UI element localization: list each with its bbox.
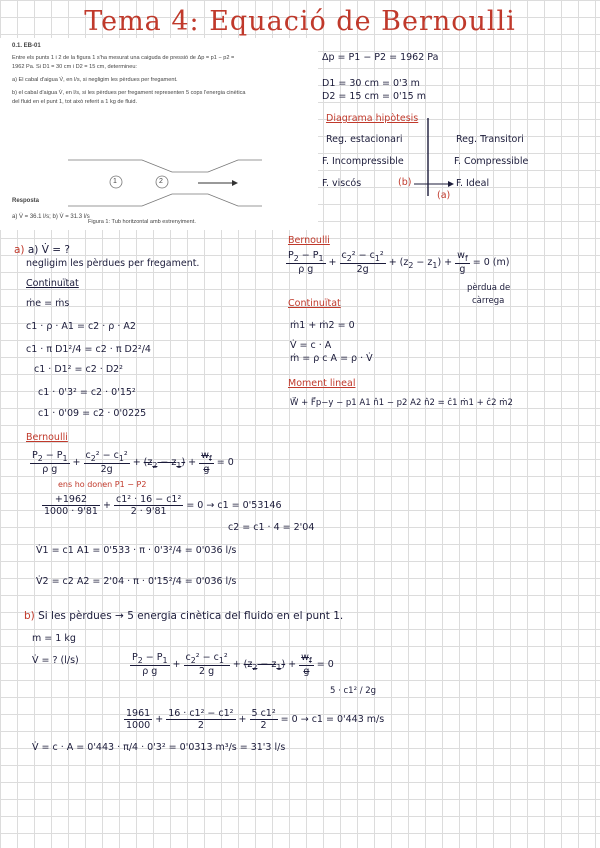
part-b-v: V̇ = ? (l/s) — [32, 655, 79, 666]
theory-momentum-label: Moment lineal — [288, 378, 356, 389]
theory-bernoulli-label: Bernoulli — [288, 235, 330, 246]
part-a-continuity-label: Continuïtat — [26, 278, 79, 289]
given-d1: D1 = 30 cm = 0'3 m — [322, 78, 420, 89]
part-b-statement: Si les pèrdues → 5 energia cinètica del fluido en el punt 1. — [38, 610, 344, 622]
part-b-num3: 5 c1² — [251, 708, 276, 719]
part-b-label: b) — [24, 610, 35, 622]
theory-bernoulli-eq: $\frac{P_2 - P_1}{\text{ρ g}}$ + $\frac{c_2^2 - c_1^2}{2g}$ + $(z_2 - z_1)$ + $\frac{w_f}{g}$ = 0 (m) — [288, 250, 510, 275]
part-b-m: m = 1 kg — [32, 633, 76, 644]
part-b-num2: 16 · c1² − c1² — [168, 708, 234, 719]
hyp-right-2: F. Compressible — [454, 156, 529, 167]
part-a-bernoulli-eq: $\frac{P_2 - P_1}{\text{ρ g}}$ + $\frac{c_2^2 - c_1^2}{2g}$ + $(z_2 - z_1)$ + $\frac{w_f}{g}$ = 0 — [32, 450, 234, 475]
diagram-title: Diagrama hipòtesis — [326, 113, 419, 124]
part-a-label-text: a) V̇ = ? — [27, 244, 70, 256]
part-a-substitution: $\frac{+1962}{1000 \cdot 9'81}$ + $\frac{\text{c1² · 16 − c1²}}{2 \cdot 9'81}$ = 0 → c1 = 0'53146 — [44, 494, 282, 517]
theory-momentum-eq: W⃗ + F⃗p−y − p1 A1 n̂1 − p2 A2 n̂2 = ĉ1 ṁ1 + ĉ2 ṁ2 — [290, 398, 513, 408]
theory-bernoulli-rhs: = 0 (m) — [472, 256, 510, 268]
part-a-c3a: c1 · π D1²/4 — [26, 344, 82, 355]
part-b-substitution: $\frac{1961}{1000}$ + $\frac{\text{16 · c1² − c1²}}{2}$ + $\frac{\text{5 c1²}}{2}$ = 0 → c1 = 0'443 m/s — [126, 708, 385, 731]
statement-line: 1962 Pa. Si D1 = 30 cm i D2 = 15 cm, determineu: — [12, 64, 137, 70]
fig-label-2: 2 — [159, 178, 163, 185]
part-a-b2-mid-den: 2 · 9'81 — [130, 506, 167, 517]
part-b-loss-term: 5 · c1² / 2g — [330, 686, 377, 696]
part-a-b2-res: = 0 → c1 = 0'53146 — [186, 500, 282, 511]
statement-header: 0.1. EB-01 — [12, 43, 41, 49]
part-b-den1: 1000 — [126, 720, 151, 731]
hyp-mark-b: (b) — [398, 177, 412, 188]
part-b-header — [24, 610, 343, 622]
part-a-b2-num: +1962 — [42, 494, 100, 506]
part-b-den3: 2 — [260, 720, 267, 731]
theory-cont-3: ṁ = ρ c A = ρ · V̇ — [290, 353, 373, 364]
part-a-red-note: ens ho donen P1 − P2 — [58, 480, 147, 489]
part-b-result: = 0 → c1 = 0'443 m/s — [280, 714, 385, 725]
part-a-b2-den: 1000 · 9'81 — [44, 506, 98, 517]
figure-caption: Figura 1: Tub horitzontal amb estrenyiment. — [88, 219, 196, 225]
part-a-c1: ṁe = ṁs — [26, 298, 70, 309]
theory-cont-2: V̇ = c · A — [290, 340, 332, 351]
theory-cont-1: ṁ1 + ṁ2 = 0 — [290, 320, 355, 331]
hyp-left-3: F. viscós — [322, 178, 362, 189]
part-a-c6: c1 · 0'09 = c2 · 0'0225 — [38, 408, 147, 419]
statement-item-b: b) el cabal d'aigua V̇, en l/s, si les pèrdues per fregament representen 5 cops l'energia cinètica — [12, 90, 246, 96]
answer-header: Resposta — [12, 198, 40, 204]
hyp-right-3: F. Ideal — [456, 178, 490, 189]
part-a-b1-eq: = 0 — [216, 456, 234, 468]
fig-label-1: 1 — [113, 178, 117, 185]
statement-line: Entre els punts 1 i 2 de la figura 1 s'ha mesurat una caiguda de pressió de Δp = p1 − p2 = — [12, 55, 235, 61]
part-a-note: negligim les pèrdues per fregament. — [26, 258, 200, 269]
part-a-bernoulli-label: Bernoulli — [26, 432, 68, 443]
part-b-eq-rhs: = 0 — [316, 658, 334, 670]
part-a-c5: c1 · 0'3² = c2 · 0'15² — [38, 387, 136, 398]
statement-item-b: del fluid en el punt 1, tot això referit a 1 kg de fluid. — [12, 99, 138, 105]
losses-note-1: pèrdua de — [467, 283, 511, 293]
hyp-right-1: Reg. Transitori — [456, 134, 524, 145]
part-a-v2: V̇2 = c2 A2 = 2'04 · π · 0'15²/4 = 0'036 l/s — [36, 576, 237, 587]
part-a-c4: c1 · D1² = c2 · D2² — [34, 364, 123, 375]
hyp-left-1: Reg. estacionari — [326, 134, 403, 145]
part-a-b2-mid-num: c1² · 16 − c1² — [115, 494, 182, 505]
losses-note-2: càrrega — [472, 296, 505, 306]
given-dp: Δp = P1 − P2 = 1962 Pa — [322, 52, 439, 63]
part-a-v1: V̇1 = c1 A1 = 0'533 · π · 0'3²/4 = 0'036 l/s — [36, 545, 237, 556]
statement-item-a: a) El cabal d'aigua V̇, en l/s, si negligim les pèrdues per fregament. — [12, 77, 178, 83]
part-a-c3b: = c2 · π D2²/4 — [84, 344, 151, 355]
hyp-left-2: F. Incompressible — [322, 156, 404, 167]
given-d2: D2 = 15 cm = 0'15 m — [322, 91, 426, 102]
part-a-c2-result: c2 = c1 · 4 = 2'04 — [228, 522, 315, 533]
answer-text: a) V̇ = 36.1 l/s; b) V̇ = 31.3 l/s — [12, 214, 90, 220]
theory-continuity-label: Continuïtat — [288, 298, 341, 309]
hyp-mark-a: (a) — [437, 190, 451, 201]
part-a-c3 — [26, 344, 151, 355]
part-b-den2: 2 — [197, 720, 204, 731]
page-title: Tema 4: Equació de Bernoulli — [84, 6, 516, 37]
part-b-final: V̇ = c · A = 0'443 · π/4 · 0'3² = 0'0313 m³/s = 31'3 l/s — [32, 742, 286, 753]
part-a-c2: c1 · ρ · A1 = c2 · ρ · A2 — [26, 321, 136, 332]
part-b-num1: 1961 — [126, 708, 151, 719]
part-b-eq: $\frac{P_2 - P_1}{\text{ρ g}}$ + $\frac{c_2^2 - c_1^2}{2 g}$ + $(z_2 - z_1)$ + $\frac{w_f}{g}$ = 0 — [132, 652, 334, 677]
part-a-label: a) a) V̇ = ? — [14, 244, 70, 256]
